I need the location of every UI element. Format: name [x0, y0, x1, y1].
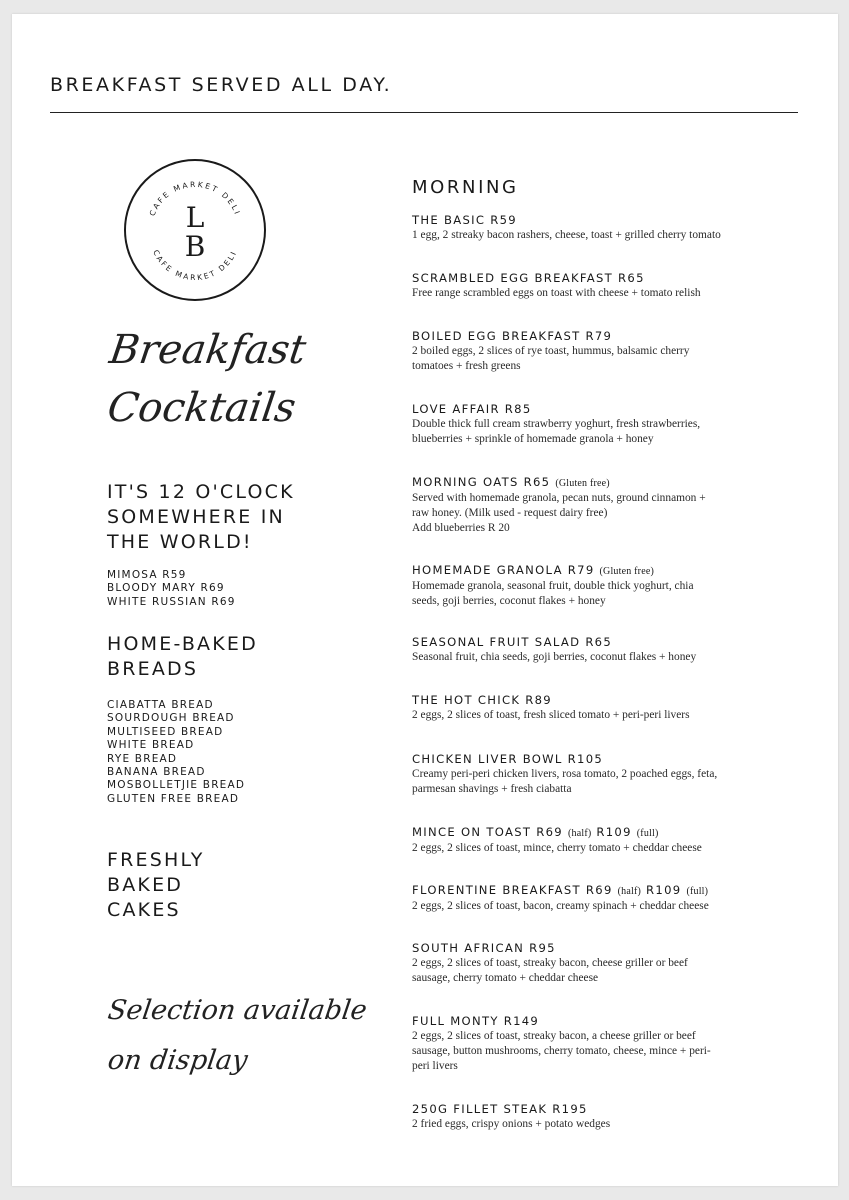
menu-item — [412, 213, 762, 243]
logo-ring-text-top: CAFE MARKET DELI — [147, 179, 243, 218]
menu-item — [412, 1102, 762, 1132]
item-name: LOVE AFFAIR R85 — [412, 402, 532, 416]
menu-item — [412, 752, 762, 797]
menu-item — [412, 883, 762, 914]
item-name: SCRAMBLED EGG BREAKFAST R65 — [412, 271, 645, 285]
list-item: SOURDOUGH BREAD — [107, 712, 235, 725]
list-item: MIMOSA R59 — [107, 569, 187, 581]
script-selection-available: Selection available — [105, 995, 369, 1026]
item-name: THE HOT CHICK R89 — [412, 693, 552, 707]
item-description: Homemade granola, seasonal fruit, double thick yoghurt, chia seeds, goji berries, coconut flakes + honey — [412, 580, 694, 607]
item-description: 2 eggs, 2 slices of toast, streaky bacon, cheese griller or beef sausage, cherry tomato + cheddar cheese — [412, 957, 688, 984]
item-description: Double thick full cream strawberry yoghurt, fresh strawberries, blueberries + sprinkle of homemade granola + honey — [412, 418, 701, 445]
item-name: SOUTH AFRICAN R95 — [412, 941, 556, 955]
cocktail-list — [107, 569, 236, 609]
item-description: Served with homemade granola, pecan nuts, ground cinnamon + raw honey. (Milk used - request dairy free) Add blueberries R 20 — [412, 492, 706, 534]
item-note: (half) — [617, 886, 642, 897]
item-description: Seasonal fruit, chia seeds, goji berries, coconut flakes + honey — [412, 651, 697, 663]
list-item: RYE BREAD — [107, 752, 178, 765]
cakes-heading: FRESHLY BAKED CAKES — [107, 849, 205, 921]
page-title: BREAKFAST SERVED ALL DAY. — [50, 74, 393, 96]
list-item: MOSBOLLETJIE BREAD — [107, 779, 246, 792]
item-description: 1 egg, 2 streaky bacon rashers, cheese, toast + grilled cherry tomato — [412, 229, 721, 241]
item-name: FULL MONTY R149 — [412, 1014, 540, 1028]
list-item: CIABATTA BREAD — [107, 699, 214, 711]
script-breakfast: Breakfast — [106, 327, 309, 373]
menu-item — [412, 635, 762, 665]
menu-item — [412, 563, 762, 609]
item-description: 2 eggs, 2 slices of toast, streaky bacon, a cheese griller or beef sausage, button mushrooms, cherry tomato, cheese, mince + peri- peri livers — [412, 1030, 711, 1072]
item-name: MINCE ON TOAST R69 (half) R109 (full) — [412, 825, 659, 839]
item-description: 2 boiled eggs, 2 slices of rye toast, hummus, balsamic cherry tomatoes + fresh greens — [412, 345, 690, 372]
item-note: (Gluten free) — [599, 566, 655, 577]
list-item: WHITE RUSSIAN R69 — [107, 595, 236, 608]
item-description: Free range scrambled eggs on toast with cheese + tomato relish — [412, 287, 701, 299]
item-description: 2 eggs, 2 slices of toast, bacon, creamy spinach + cheddar cheese — [412, 900, 709, 912]
logo-ring-text-bottom: CAFE MARKET DELI — [151, 248, 239, 283]
cafe-market-deli-logo — [122, 157, 268, 303]
item-note: (half) — [567, 828, 592, 839]
item-note: (Gluten free) — [555, 478, 610, 489]
item-name: BOILED EGG BREAKFAST R79 — [412, 329, 613, 343]
item-name: MORNING OATS R65 (Gluten free) — [412, 475, 610, 489]
list-item: BANANA BREAD — [107, 766, 206, 779]
item-description: 2 fried eggs, crispy onions + potato wedges — [412, 1118, 611, 1130]
list-item: MULTISEED BREAD — [107, 725, 224, 738]
breads-heading: HOME-BAKED BREADS — [107, 633, 258, 680]
logo-letter-l: L — [185, 201, 205, 234]
list-item: GLUTEN FREE BREAD — [107, 792, 240, 805]
menu-item — [412, 271, 762, 301]
item-name: THE BASIC R59 — [412, 213, 517, 227]
item-name: FLORENTINE BREAKFAST R69 (half) R109 (full) — [412, 883, 709, 897]
script-on-display: on display — [105, 1045, 250, 1076]
item-note: (full) — [686, 886, 709, 897]
script-cocktails: Cocktails — [104, 385, 299, 431]
list-item: WHITE BREAD — [107, 739, 195, 752]
menu-item — [412, 941, 762, 986]
item-name: 250G FILLET STEAK R195 — [412, 1102, 588, 1116]
item-note: (full) — [636, 828, 659, 839]
item-name: CHICKEN LIVER BOWL R105 — [412, 752, 604, 766]
menu-item — [412, 1014, 762, 1074]
menu-item — [412, 329, 762, 374]
section-title-morning: MORNING — [412, 177, 519, 198]
item-description: 2 eggs, 2 slices of toast, mince, cherry tomato + cheddar cheese — [412, 842, 702, 854]
item-name: SEASONAL FRUIT SALAD R65 — [412, 635, 613, 649]
item-description: 2 eggs, 2 slices of toast, fresh sliced tomato + peri-peri livers — [412, 709, 690, 721]
menu-item — [412, 825, 762, 856]
logo-letter-b: B — [184, 230, 206, 263]
menu-item — [412, 693, 762, 723]
list-item: BLOODY MARY R69 — [107, 582, 225, 595]
menu-page — [12, 14, 838, 1186]
bread-list — [107, 699, 245, 806]
cocktails-heading: IT'S 12 O'CLOCK SOMEWHERE IN THE WORLD! — [107, 481, 295, 553]
header-divider — [50, 112, 798, 113]
item-name: HOMEMADE GRANOLA R79 (Gluten free) — [412, 563, 655, 577]
menu-item — [412, 475, 762, 536]
item-description: Creamy peri-peri chicken livers, rosa tomato, 2 poached eggs, feta, parmesan shavings + fresh ciabatta — [412, 768, 718, 795]
menu-item — [412, 402, 762, 447]
